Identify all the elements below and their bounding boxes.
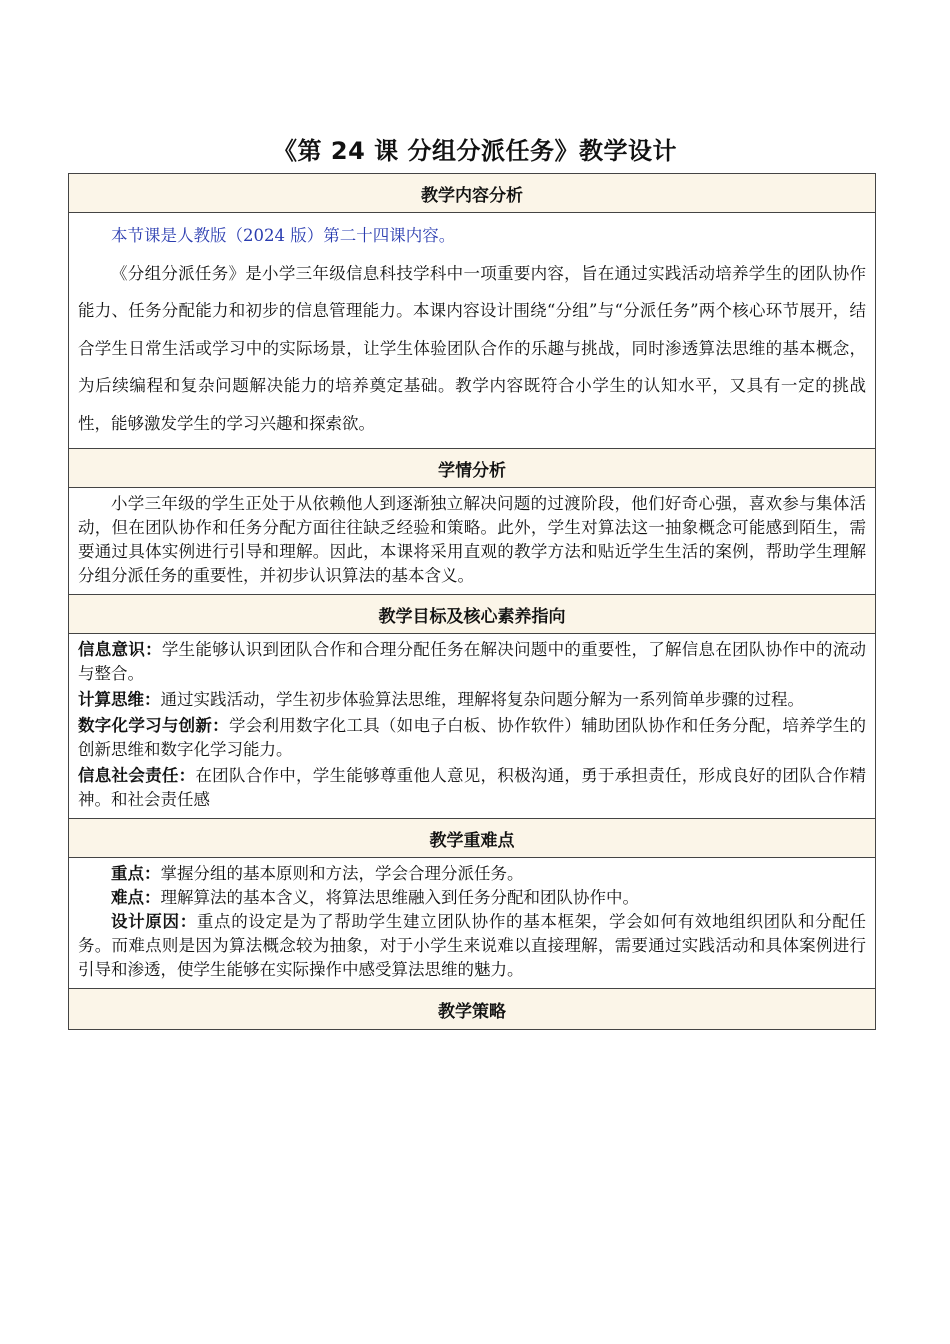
key-point-text: 重点的设定是为了帮助学生建立团队协作的基本框架，学会如何有效地组织团队和分配任务。而难点则是因为算法概念较为抽象，对于小学生来说难以直接理解，需要通过实践活动和具体案例进行引导和渗透，使学生能够在实际操作中感受算法思维的魅力。 [78,912,867,979]
content-analysis-body-row [69,213,876,449]
objective-digital-learning [78,714,866,762]
strategy-header: 教学策略 [69,989,876,1030]
objective-label: 信息意识： [78,640,162,659]
learner-analysis-header-row [69,449,876,488]
key-point-focus [78,862,866,886]
key-point-label: 难点： [111,888,161,907]
learner-analysis-paragraph: 小学三年级的学生正处于从依赖他人到逐渐独立解决问题的过渡阶段，他们好奇心强，喜欢参与集体活动，但在团队协作和任务分配方面往往缺乏经验和策略。此外，学生对算法这一抽象概念可能感到陌生，需要通过具体实例进行引导和理解。因此，本课将采用直观的教学方法和贴近学生生活的案例，帮助学生理解分组分派任务的重要性，并初步认识算法的基本含义。 [78,494,866,585]
objectives-header-row [69,595,876,634]
objectives-header: 教学目标及核心素养指向 [69,595,876,634]
key-points-body-row [69,858,876,989]
objective-label: 数字化学习与创新： [78,716,229,735]
objective-text: 通过实践活动，学生初步体验算法思维，理解将复杂问题分解为一系列简单步骤的过程。 [160,690,804,709]
content-analysis-header-row [69,174,876,213]
lesson-design-table [68,173,876,1030]
key-point-text: 理解算法的基本含义，将算法思维融入到任务分配和团队协作中。 [160,888,639,907]
objective-text: 在团队合作中，学生能够尊重他人意见，积极沟通，勇于承担责任，形成良好的团队合作精神。和社会责任感 [78,766,867,809]
objective-text: 学生能够认识到团队合作和合理分配任务在解决问题中的重要性，了解信息在团队协作中的流动与整合。 [78,640,867,683]
content-analysis-header: 教学内容分析 [69,174,876,213]
objective-information-awareness [78,638,866,686]
key-point-label: 重点： [111,864,161,883]
objectives-body [69,634,876,819]
key-point-difficulty [78,886,866,910]
key-points-body [69,858,876,989]
learner-analysis-header: 学情分析 [69,449,876,488]
content-analysis-paragraph: 《分组分派任务》是小学三年级信息科技学科中一项重要内容，旨在通过实践活动培养学生的团队协作能力、任务分配能力和初步的信息管理能力。本课内容设计围绕“分组”与“分派任务”两个核心环节展开，结合学生日常生活或学习中的实际场景，让学生体验团队合作的乐趣与挑战，同时渗透算法思维的基本概念，为后续编程和复杂问题解决能力的培养奠定基础。教学内容既符合小学生的认知水平，又具有一定的挑战性，能够激发学生的学习兴趣和探索欲。 [78,263,866,433]
content-analysis-body [69,213,876,449]
learner-analysis-body-row [69,488,876,595]
objective-computational-thinking [78,688,866,712]
key-points-header: 教学重难点 [69,819,876,858]
key-points-header-row [69,819,876,858]
content-analysis-intro: 本节课是人教版（2024 版）第二十四课内容。 [111,226,456,245]
key-point-text: 掌握分组的基本原则和方法，学会合理分派任务。 [160,864,524,883]
objective-text: 学会利用数字化工具（如电子白板、协作软件）辅助团队协作和任务分配，培养学生的创新思维和数字化学习能力。 [78,716,867,759]
objective-social-responsibility [78,764,866,812]
document-title: 《第 24 课 分组分派任务》教学设计 [273,137,677,165]
objectives-body-row [69,634,876,819]
objective-label: 计算思维： [78,690,161,709]
key-point-label: 设计原因： [111,912,197,931]
key-point-design-reason [78,910,866,982]
strategy-header-row [69,989,876,1030]
learner-analysis-body [69,488,876,595]
objective-label: 信息社会责任： [78,766,196,785]
